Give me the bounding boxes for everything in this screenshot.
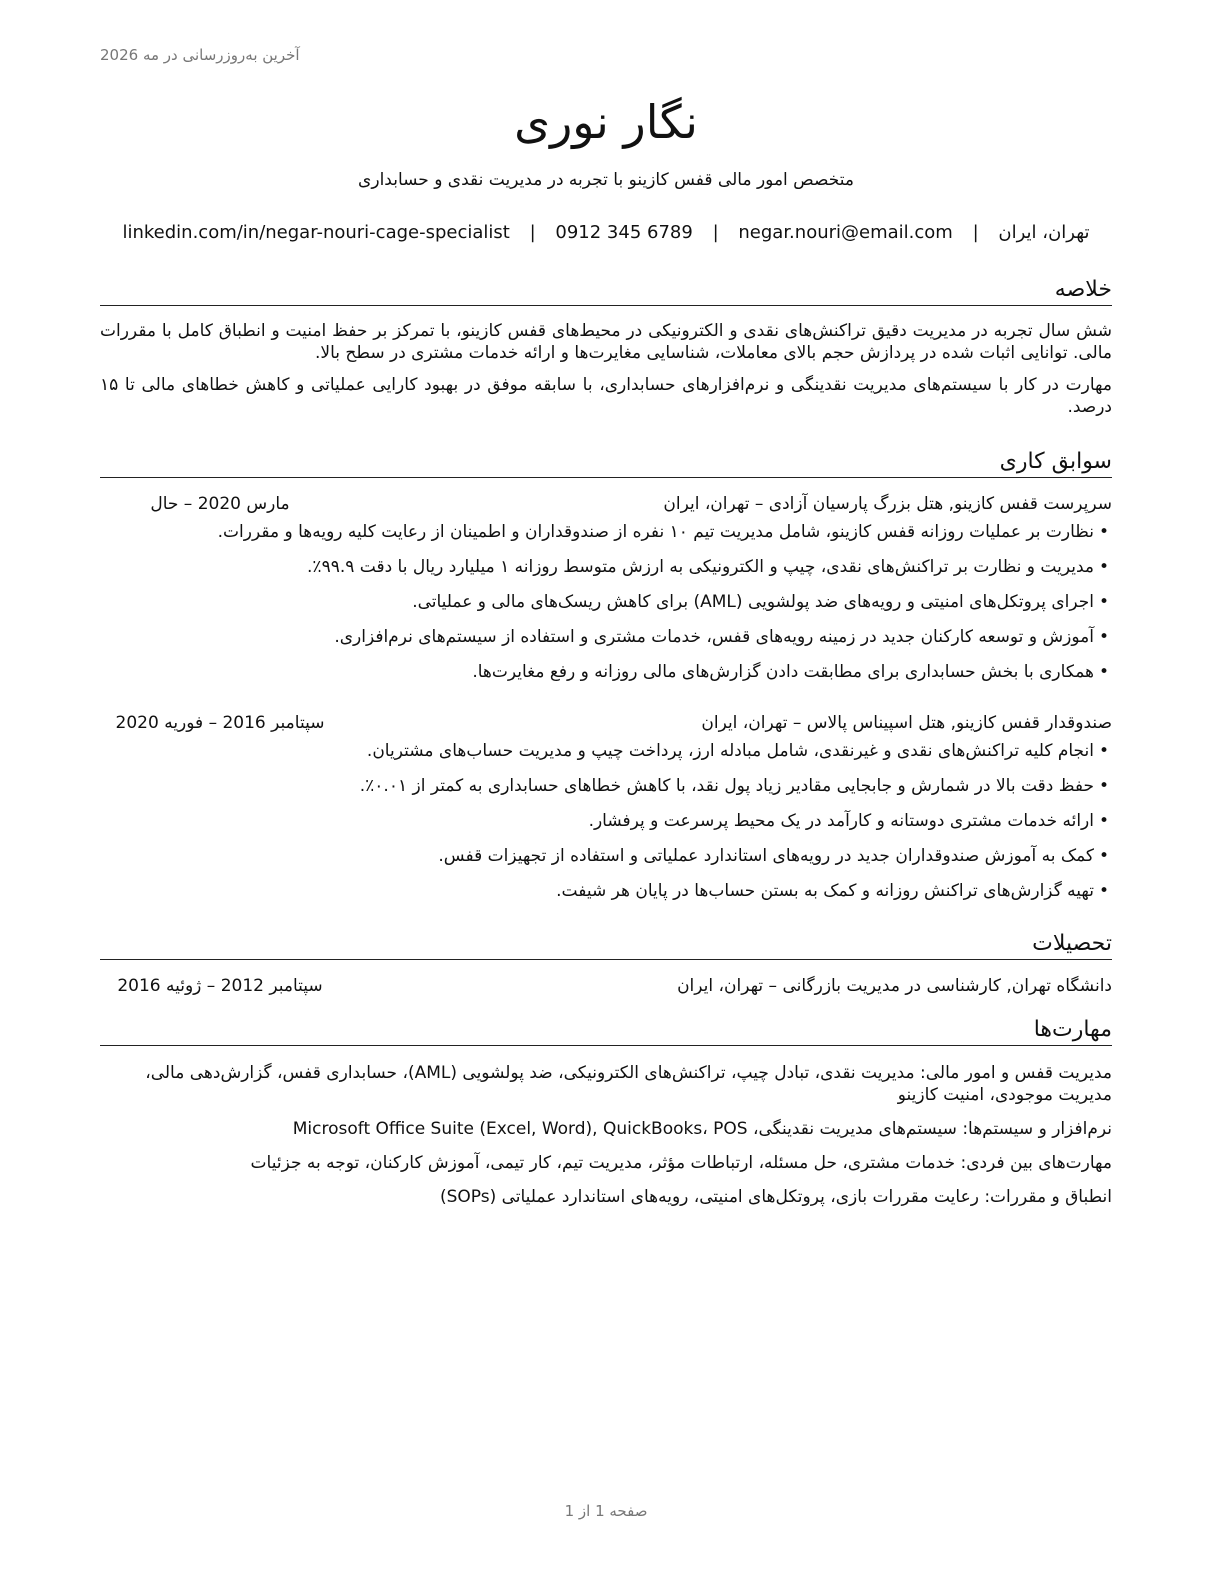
- contact-separator: |: [529, 222, 536, 243]
- job-dates: سپتامبر 2016 – فوریه 2020: [115, 713, 325, 733]
- education-title: دانشگاه تهران, کارشناسی در مدیریت بازرگانی – تهران، ایران: [677, 976, 1112, 996]
- skill-line: نرم‌افزار و سیستم‌ها: سیستم‌های مدیریت نقدینگی، Microsoft Office Suite (Excel, Word), QuickBooks، POS: [292, 1119, 1112, 1139]
- job-bullet: • تهیه گزارش‌های تراکنش روزانه و کمک به بستن حساب‌ها در پایان هر شیفت.: [100, 879, 1112, 903]
- job-bullet: • ارائه خدمات مشتری دوستانه و کارآمد در یک محیط پرسرعت و پرفشار.: [100, 809, 1112, 833]
- job-bullets: [100, 520, 1112, 684]
- contact-separator: |: [972, 222, 979, 243]
- job-bullet: • آموزش و توسعه کارکنان جدید در زمینه رویه‌های قفس، خدمات مشتری و استفاده از سیستم‌های نرم‌افزاری.: [100, 625, 1112, 649]
- education-section: [100, 930, 1112, 998]
- experience-section: [100, 448, 1112, 914]
- last-updated: آخرین به‌روزرسانی در مه 2026: [100, 46, 300, 64]
- contact-email[interactable]: negar.nouri@email.com: [738, 222, 953, 243]
- contact-line: [100, 222, 1112, 243]
- job-dates: مارس 2020 – حال: [150, 494, 290, 514]
- contact-location: تهران، ایران: [998, 222, 1090, 243]
- job-bullet: • کمک به آموزش صندوقداران جدید در رویه‌های استاندارد عملیاتی و استفاده از تجهیزات قفس.: [100, 844, 1112, 868]
- job-title: صندوقدار قفس کازینو, هتل اسپیناس پالاس – تهران، ایران: [701, 713, 1112, 733]
- summary-section: [100, 276, 1112, 418]
- skill-line: انطباق و مقررات: رعایت مقررات بازی، پروتکل‌های امنیتی، رویه‌های استاندارد عملیاتی (SOPs): [439, 1187, 1112, 1207]
- job-bullet: • حفظ دقت بالا در شمارش و جابجایی مقادیر زیاد پول نقد، با کاهش خطاهای حسابداری به کمتر از ۰.۰۱٪.: [100, 774, 1112, 798]
- job-bullet: • همکاری با بخش حسابداری برای مطابقت دادن گزارش‌های مالی روزانه و رفع مغایرت‌ها.: [100, 660, 1112, 684]
- job-header: [100, 492, 1112, 516]
- candidate-name: نگار نوری: [514, 95, 698, 149]
- job-bullets: [100, 739, 1112, 903]
- job-bullet: • نظارت بر عملیات روزانه قفس کازینو، شامل مدیریت تیم ۱۰ نفره از صندوقداران و اطمینان از رعایت کلیه رویه‌ها و مقررات.: [100, 520, 1112, 544]
- job-title: سرپرست قفس کازینو, هتل بزرگ پارسیان آزادی – تهران، ایران: [663, 494, 1112, 514]
- job-entry: [100, 711, 1112, 903]
- section-title-summary: خلاصه: [100, 276, 1112, 306]
- contact-linkedin[interactable]: linkedin.com/in/negar-nouri-cage-specialist: [122, 222, 510, 243]
- section-title-experience: سوابق کاری: [100, 448, 1112, 478]
- job-header: [100, 711, 1112, 735]
- page-number: صفحه 1 از 1: [564, 1502, 648, 1520]
- contact-phone[interactable]: 0912 345 6789: [555, 222, 693, 243]
- summary-paragraph: مهارت در کار با سیستم‌های مدیریت نقدینگی و نرم‌افزارهای حسابداری، با سابقه موفق در بهبود کارایی عملیاتی و کاهش خطاهای مالی تا ۱۵ درصد.: [100, 375, 1112, 417]
- job-bullet: • مدیریت و نظارت بر تراکنش‌های نقدی، چیپ و الکترونیکی به ارزش متوسط روزانه ۱ میلیارد ریال با دقت ۹۹.۹٪.: [100, 555, 1112, 579]
- job-bullet: • اجرای پروتکل‌های امنیتی و رویه‌های ضد پولشویی (AML) برای کاهش ریسک‌های مالی و عملیاتی.: [100, 590, 1112, 614]
- job-bullet: • انجام کلیه تراکنش‌های نقدی و غیرنقدی، شامل مبادله ارز، پرداخت چیپ و مدیریت حساب‌های مشتریان.: [100, 739, 1112, 763]
- contact-separator: |: [712, 222, 719, 243]
- education-dates: سپتامبر 2012 – ژوئیه 2016: [117, 976, 323, 996]
- section-title-education: تحصیلات: [100, 930, 1112, 960]
- summary-paragraph: شش سال تجربه در مدیریت دقیق تراکنش‌های نقدی و الکترونیکی در محیط‌های قفس کازینو، با تمرکز بر حفظ امنیت و انطباق کامل با مقررات مالی. توانایی اثبات شده در پردازش حجم بالای معاملات، شناسایی مغایرت‌ها و ارائه خدمات مشتری در سطح بالا.: [100, 321, 1112, 363]
- skills-section: [100, 1016, 1112, 1220]
- job-entry: [100, 492, 1112, 684]
- skill-line: مهارت‌های بین فردی: خدمات مشتری، حل مسئله، ارتباطات مؤثر، مدیریت تیم، کار تیمی، آموزش کارکنان، توجه به جزئیات: [250, 1153, 1112, 1173]
- candidate-subtitle: متخصص امور مالی قفس کازینو با تجربه در مدیریت نقدی و حسابداری: [358, 170, 854, 190]
- section-title-skills: مهارت‌ها: [100, 1016, 1112, 1046]
- skill-line: مدیریت قفس و امور مالی: مدیریت نقدی، تبادل چیپ، تراکنش‌های الکترونیکی، ضد پولشویی (AML)، حسابداری قفس، گزارش‌دهی مالی، مدیریت موجودی، امنیت کازینو: [145, 1063, 1112, 1105]
- resume-page: [100, 0, 1112, 1584]
- education-header: [100, 974, 1112, 998]
